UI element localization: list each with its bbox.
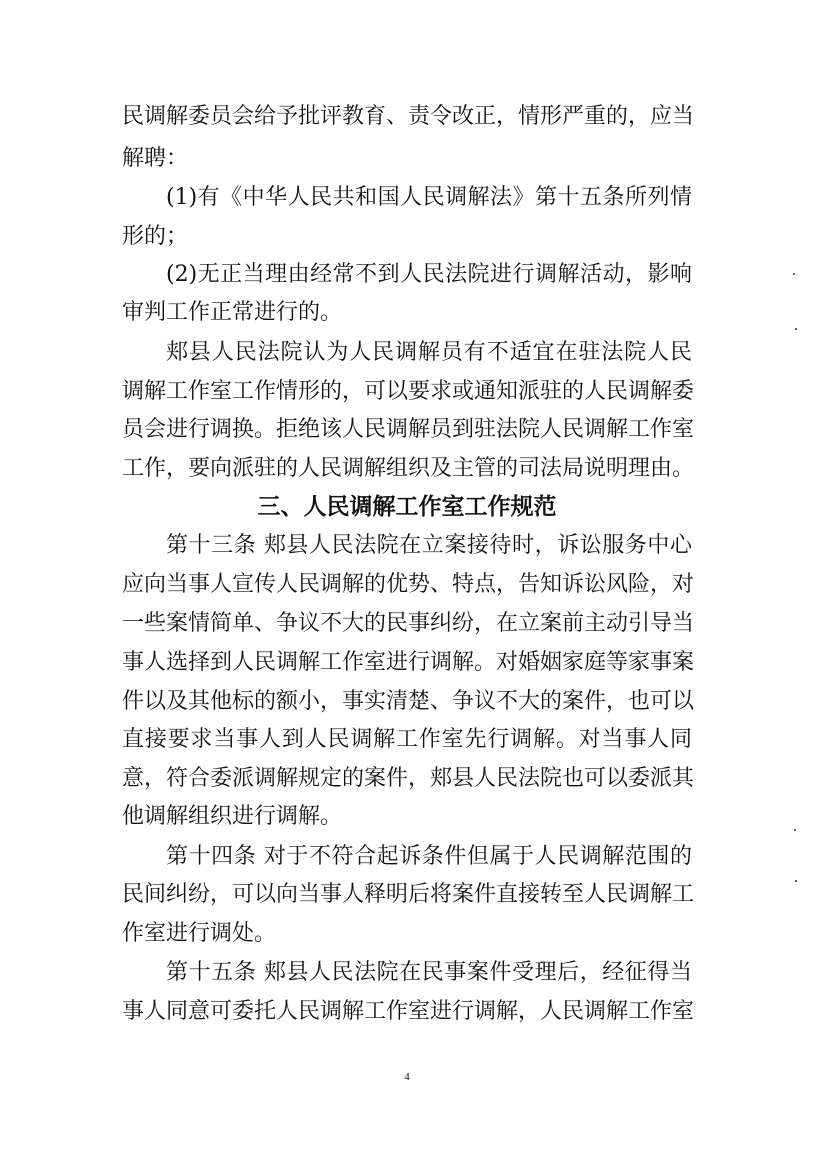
page-number: 4 [404,1071,410,1083]
paragraph-line: 第十四条 对于不符合起诉条件但属于人民调解范围的 [166,844,692,869]
scan-speck [793,273,795,275]
paragraph-line: 审判工作正常进行的。 [122,300,343,325]
paragraph-line: (2)无正当理由经常不到人民法院进行调解活动，影响 [166,262,692,287]
paragraph-line: 事人同意可委托人民调解工作室进行调解，人民调解工作室 [122,999,695,1024]
paragraph-line: 事人选择到人民调解工作室进行调解。对婚姻家庭等家事案 [122,650,695,675]
paragraph-line: 民调解委员会给予批评教育、责令改正，情形严重的，应当 [122,104,695,129]
paragraph-line: 第十三条 郏县人民法院在立案接待时，诉讼服务中心 [166,533,692,558]
paragraph-line: 解聘： [122,146,189,171]
paragraph-line: 应向当事人宣传人民调解的优势、特点，告知诉讼风险，对 [122,572,695,597]
section-heading: 三、人民调解工作室工作规范 [257,494,557,520]
paragraph-line: 第十五条 郏县人民法院在民事案件受理后，经征得当 [166,960,692,985]
paragraph-line: 员会进行调换。拒绝该人民调解员到驻法院人民调解工作室 [122,417,695,442]
paragraph-line: 他调解组织进行调解。 [122,804,343,829]
paragraph-line: 直接要求当事人到人民调解工作室先行调解。对当事人同 [122,727,692,752]
paragraph-line: 作室进行调处。 [122,921,277,946]
paragraph-line: 件以及其他标的额小，事实清楚、争议不大的案件，也可以 [122,689,695,714]
scan-speck [795,328,797,330]
paragraph-line: 郏县人民法院认为人民调解员有不适宜在驻法院人民 [166,340,692,365]
paragraph-line: 意，符合委派调解规定的案件，郏县人民法院也可以委派其 [122,766,695,791]
paragraph-line: 调解工作室工作情形的，可以要求或通知派驻的人民调解委 [122,379,695,404]
scan-speck [794,829,796,831]
paragraph-line: 一些案情简单、争议不大的民事纠纷，在立案前主动引导当 [122,611,695,636]
paragraph-line: 工作，要向派驻的人民调解组织及主管的司法局说明理由。 [122,456,695,481]
paragraph-line: 民间纠纷，可以向当事人释明后将案件直接转至人民调解工 [122,882,695,907]
scan-speck [795,880,797,882]
paragraph-line: (1)有《中华人民共和国人民调解法》第十五条所列情 [166,185,692,210]
paragraph-line: 形的； [122,224,189,249]
